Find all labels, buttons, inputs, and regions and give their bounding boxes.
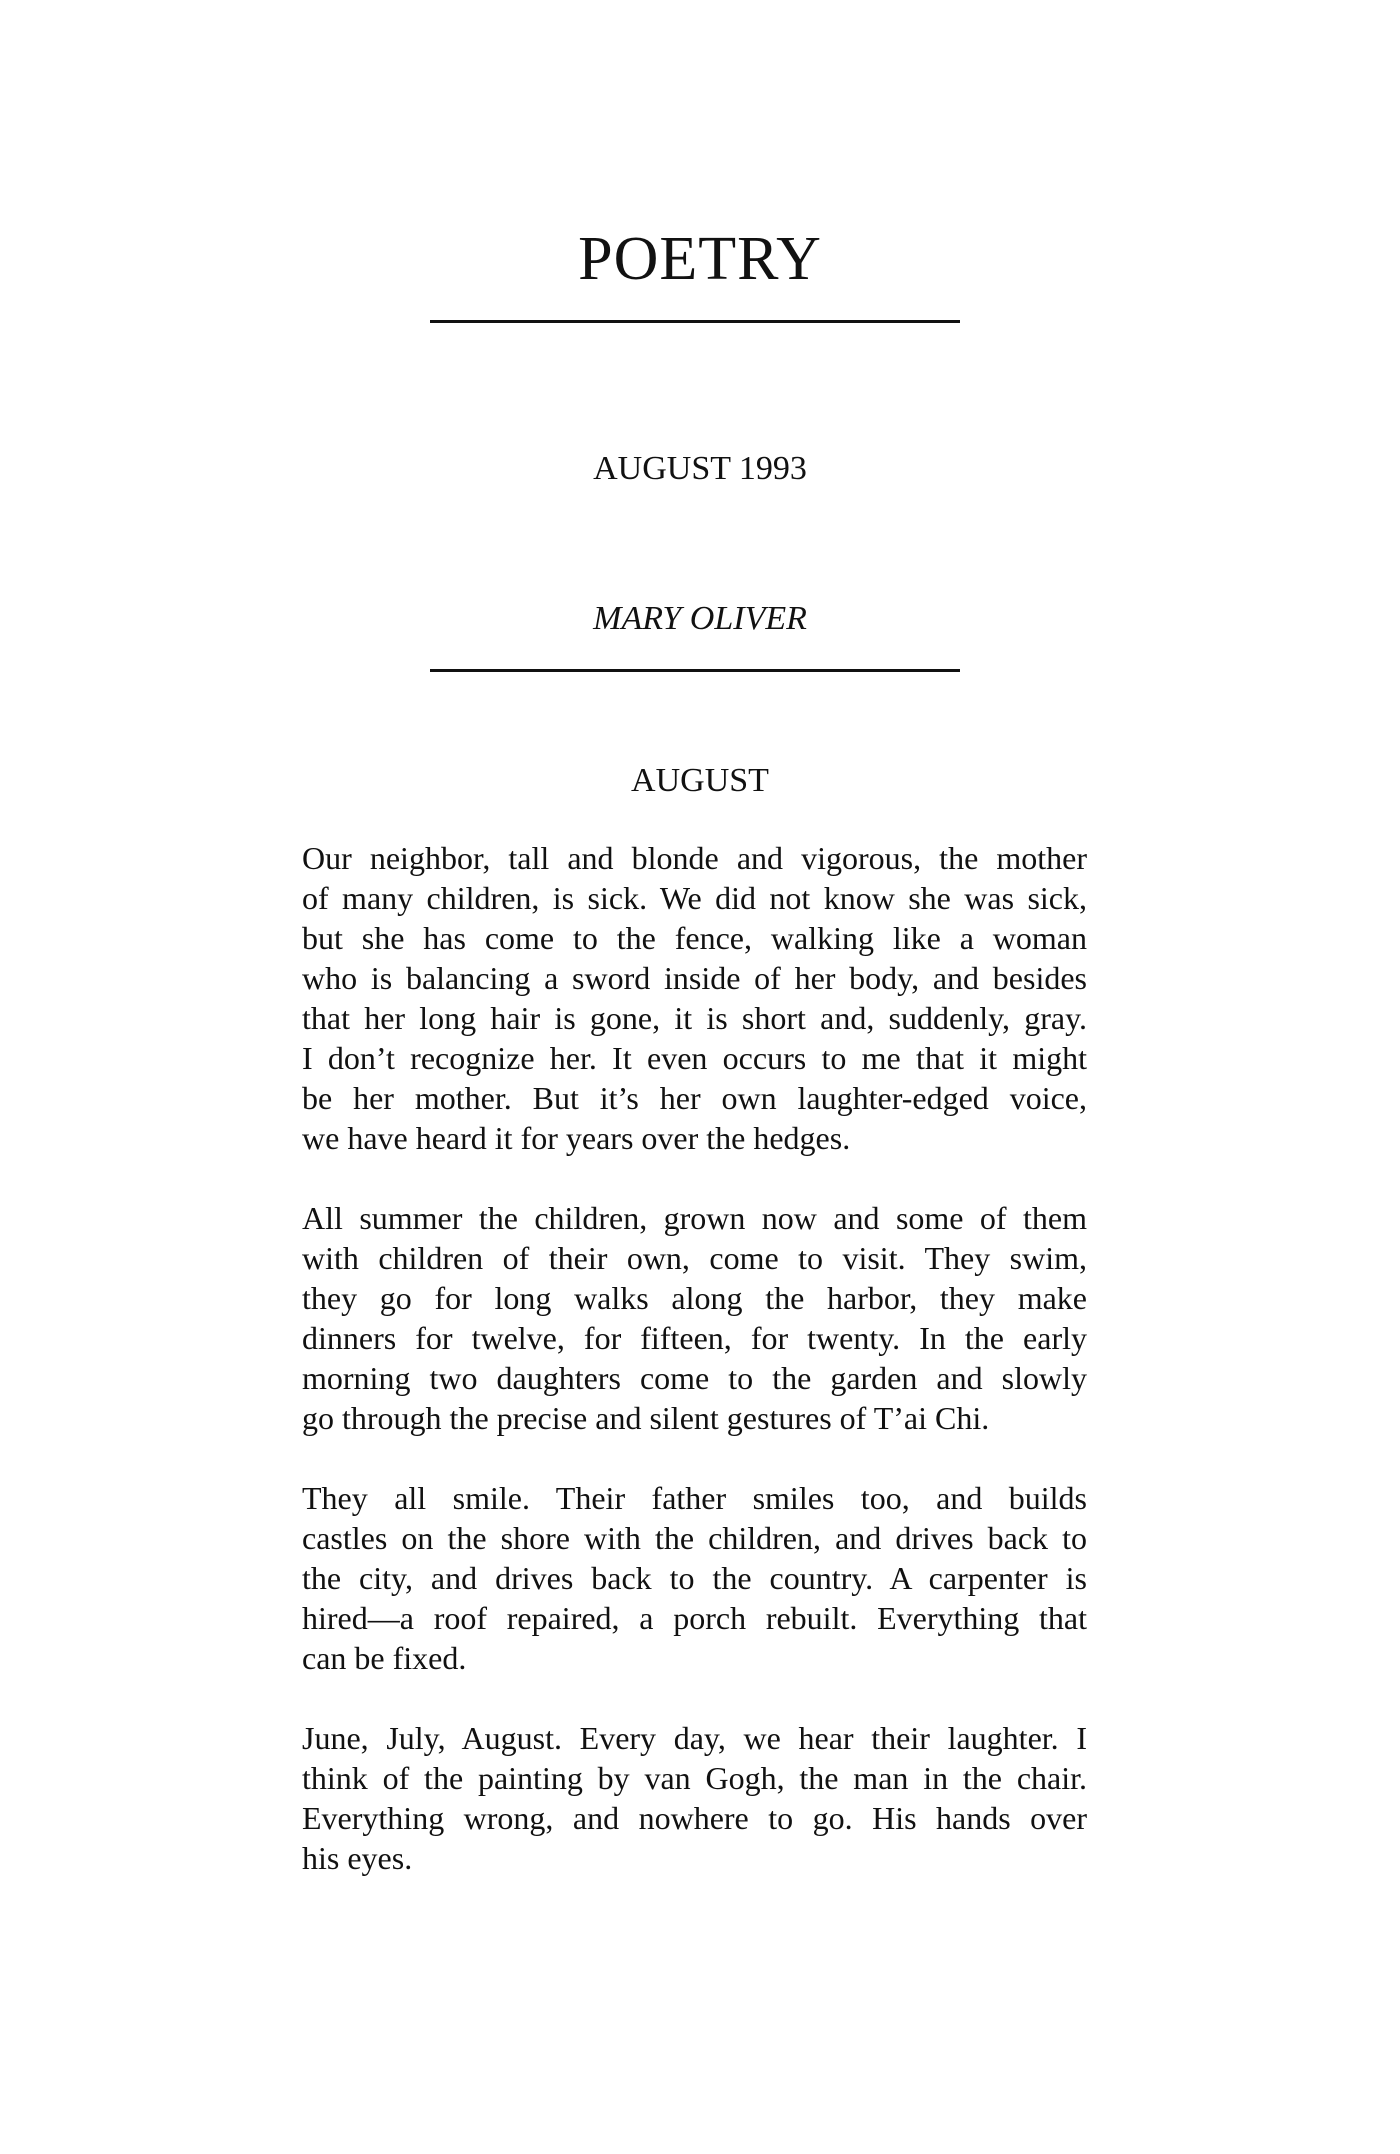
poem-line: They all smile. Their father smiles too, and builds	[302, 1480, 1087, 1516]
poem-title: AUGUST	[631, 762, 769, 799]
poem-line: dinners for twelve, for fifteen, for twenty. In the early	[302, 1320, 1087, 1356]
author-name: MARY OLIVER	[593, 600, 807, 637]
poem-stanza	[302, 1478, 1087, 1678]
poem-line: his eyes.	[302, 1840, 413, 1876]
journal-masthead: POETRY	[578, 225, 822, 293]
poem-line: Our neighbor, tall and blonde and vigorous, the mother	[302, 840, 1087, 876]
issue-date: AUGUST 1993	[593, 450, 807, 487]
poem-line: Everything wrong, and nowhere to go. His hands over	[302, 1800, 1087, 1836]
author-rule	[430, 669, 960, 672]
poem-line: castles on the shore with the children, and drives back to	[302, 1520, 1087, 1556]
poem-line: who is balancing a sword inside of her body, and besides	[302, 960, 1087, 996]
masthead-rule	[430, 320, 960, 323]
poem-line: June, July, August. Every day, we hear their laughter. I	[302, 1720, 1087, 1756]
poem-line: we have heard it for years over the hedges.	[302, 1120, 851, 1156]
poem-line: can be fixed.	[302, 1640, 467, 1676]
poem-line: of many children, is sick. We did not know she was sick,	[302, 880, 1087, 916]
poem-line: All summer the children, grown now and some of them	[302, 1200, 1087, 1236]
poem-stanza	[302, 1718, 1087, 1878]
poem-body	[302, 838, 1087, 1918]
poem-stanza	[302, 1198, 1087, 1438]
poem-line: I don’t recognize her. It even occurs to me that it might	[302, 1040, 1087, 1076]
poem-stanza	[302, 838, 1087, 1158]
poem-line: morning two daughters come to the garden and slowly	[302, 1360, 1087, 1396]
poem-line: they go for long walks along the harbor, they make	[302, 1280, 1087, 1316]
poem-line: but she has come to the fence, walking like a woman	[302, 920, 1087, 956]
poem-line: hired—a roof repaired, a porch rebuilt. Everything that	[302, 1600, 1087, 1636]
poem-line: with children of their own, come to visit. They swim,	[302, 1240, 1087, 1276]
poem-line: be her mother. But it’s her own laughter-edged voice,	[302, 1080, 1087, 1116]
poem-line: that her long hair is gone, it is short and, suddenly, gray.	[302, 1000, 1087, 1036]
poem-line: go through the precise and silent gestures of T’ai Chi.	[302, 1400, 990, 1436]
poem-line: the city, and drives back to the country. A carpenter is	[302, 1560, 1087, 1596]
poem-line: think of the painting by van Gogh, the man in the chair.	[302, 1760, 1087, 1796]
